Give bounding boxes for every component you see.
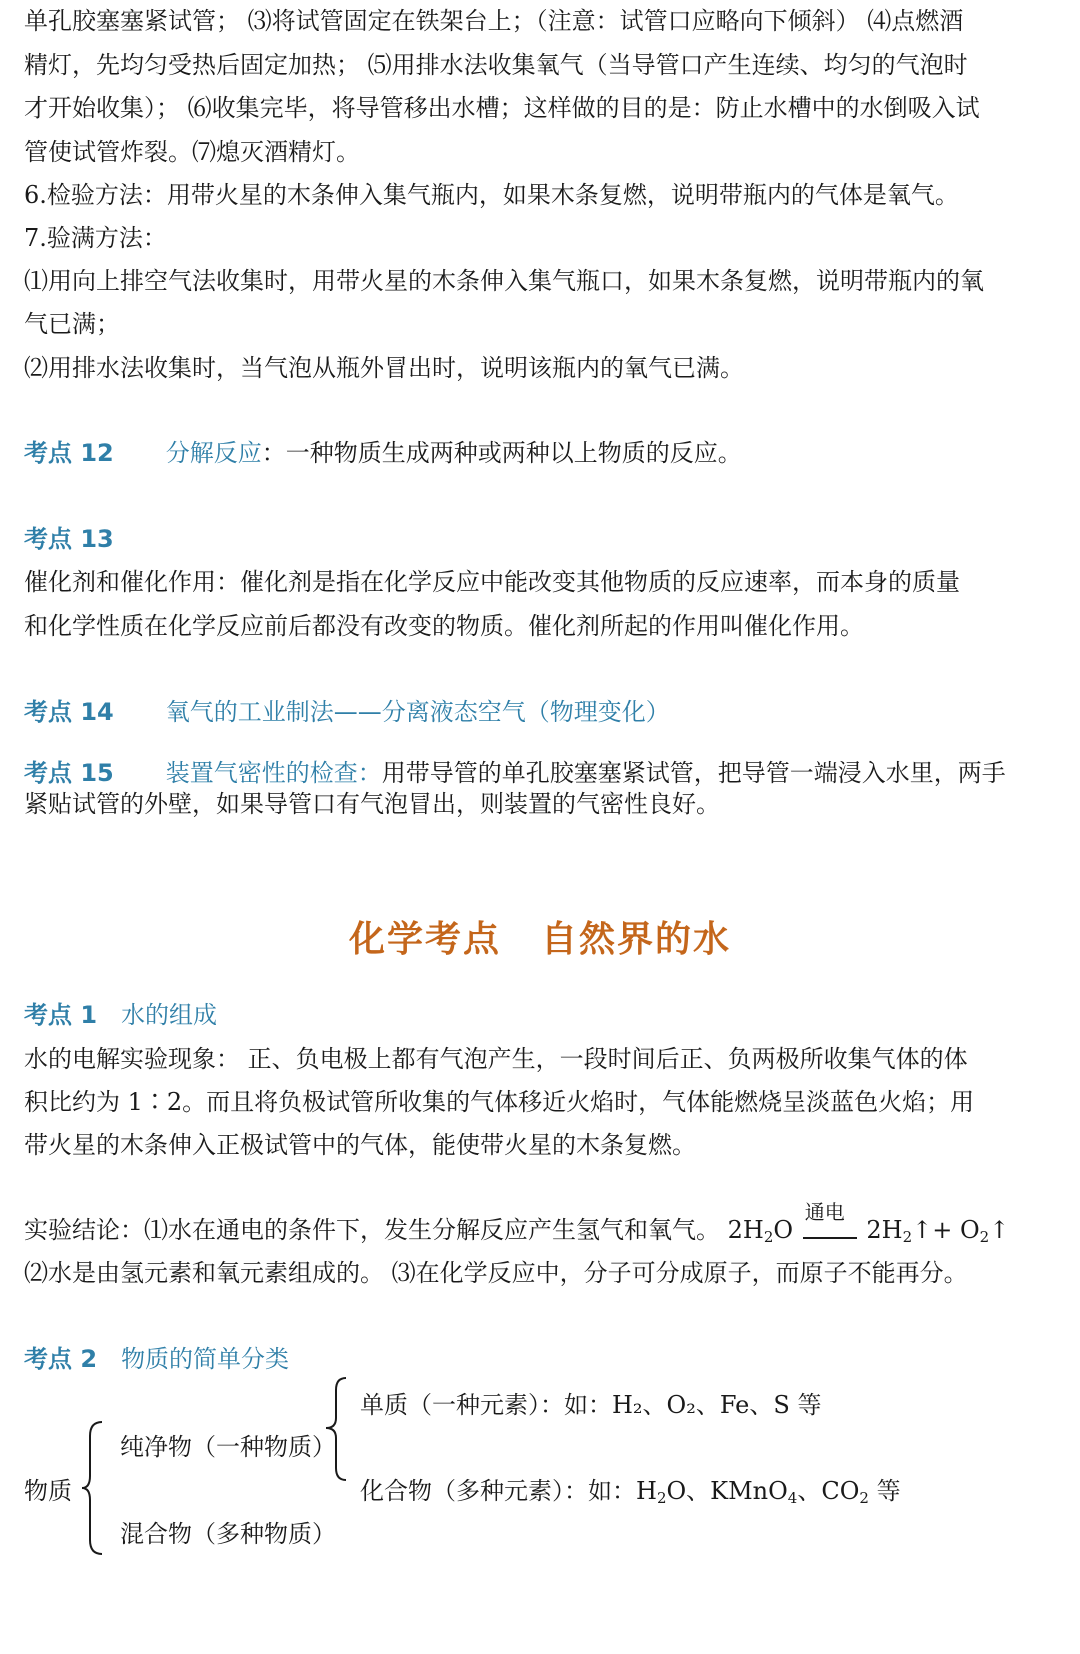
test-method: 6.检验方法：用带火星的木条伸入集气瓶内，如果木条复燃，说明带瓶内的气体是氧气。 xyxy=(24,181,959,209)
kp15-heading: 考点 15 装置气密性的检查： xyxy=(24,759,382,787)
matter-label: 物质 xyxy=(24,1477,72,1505)
kp12-row xyxy=(24,438,742,468)
electrolysis-equation: $2H_2O$ 通电 $2H_2↑+$ $O_2↑$ xyxy=(727,1200,1010,1246)
oxygen-steps-line2: 精灯，先均匀受热后固定加热； ⑸用排水法收集氧气（当导管口产生连续、均匀的气泡时 xyxy=(24,51,968,79)
full-check-item2: ⑵用排水法收集时，当气泡从瓶外冒出时，说明该瓶内的氧气已满。 xyxy=(24,354,744,382)
w1-heading: 考点 1 水的组成 xyxy=(24,1001,218,1029)
equation-condition: 通电 xyxy=(801,1215,859,1245)
full-check-title: 7.验满方法： xyxy=(24,224,167,252)
kp15-label: 装置气密性的检查： xyxy=(165,759,382,787)
w1-conclusion-text: 实验结论：⑴水在通电的条件下，发生分解反应产生氢气和氧气。 xyxy=(24,1216,720,1244)
w1-label: 水的组成 xyxy=(121,1001,218,1029)
kp15-row xyxy=(24,758,1006,788)
kp12-label: 分解反应 xyxy=(165,439,262,467)
matter-brace xyxy=(80,1418,110,1558)
element-substance: 单质（一种元素）：如：H₂、O₂、Fe、S 等 xyxy=(360,1391,822,1419)
full-check-item1-line2: 气已满； xyxy=(24,310,120,338)
full-check-item1-line1: ⑴用向上排空气法收集时，用带火星的木条伸入集气瓶口，如果木条复燃，说明带瓶内的氧 xyxy=(24,267,984,295)
w1-conclusion xyxy=(24,1200,1010,1252)
w1-line1: 水的电解实验现象： 正、负电极上都有气泡产生，一段时间后正、负两极所收集气体的体 xyxy=(24,1045,968,1073)
w1-line2: 积比约为 1∶2。而且将负极试管所收集的气体移近火焰时，气体能燃烧呈淡蓝色火焰；用 xyxy=(24,1088,975,1116)
w2-heading: 考点 2 物质的简单分类 xyxy=(24,1345,290,1373)
w2-label: 物质的简单分类 xyxy=(121,1345,290,1373)
compound-substance: 化合物（多种元素）：如：$H_2O$、KMnO$_4$、$CO_2$ 等 xyxy=(360,1477,901,1507)
pure-substance: 纯净物（一种物质） xyxy=(120,1433,336,1461)
kp12-heading: 考点 12 分解反应 xyxy=(24,439,262,467)
kp15-text1: 用带导管的单孔胶塞塞紧试管，把导管一端浸入水里，两手 xyxy=(381,759,1006,787)
pure-brace xyxy=(322,1376,352,1482)
kp13-heading: 考点 13 xyxy=(24,525,114,553)
section-title: 化学考点 自然界的水 xyxy=(348,919,732,960)
mixture: 混合物（多种物质） xyxy=(120,1520,336,1548)
kp15-line2: 紧贴试管的外壁，如果导管口有气泡冒出，则装置的气密性良好。 xyxy=(24,790,720,818)
w1-line5: ⑵水是由氢元素和氧元素组成的。 ⑶在化学反应中，分子可分成原子，而原子不能再分。 xyxy=(24,1259,968,1287)
oxygen-steps-line1: 单孔胶塞塞紧试管； ⑶将试管固定在铁架台上；（注意：试管口应略向下倾斜） ⑷点燃酒 xyxy=(24,7,964,35)
w1-line3: 带火星的木条伸入正极试管中的气体，能使带火星的木条复燃。 xyxy=(24,1131,696,1159)
kp14-heading: 考点 14 氧气的工业制法——分离液态空气（物理变化） xyxy=(24,698,670,726)
kp13-line2: 和化学性质在化学反应前后都没有改变的物质。催化剂所起的作用叫催化作用。 xyxy=(24,612,864,640)
oxygen-steps-line3: 才开始收集）； ⑹收集完毕，将导管移出水槽；这样做的目的是：防止水槽中的水倒吸入试 xyxy=(24,94,980,122)
kp14-label: 氧气的工业制法——分离液态空气（物理变化） xyxy=(165,698,670,726)
kp13-line1: 催化剂和催化作用：催化剂是指在化学反应中能改变其他物质的反应速率，而本身的质量 xyxy=(24,568,960,596)
kp12-text: ：一种物质生成两种或两种以上物质的反应。 xyxy=(261,439,742,467)
oxygen-steps-line4: 管使试管炸裂。⑺熄灭酒精灯。 xyxy=(24,138,360,166)
